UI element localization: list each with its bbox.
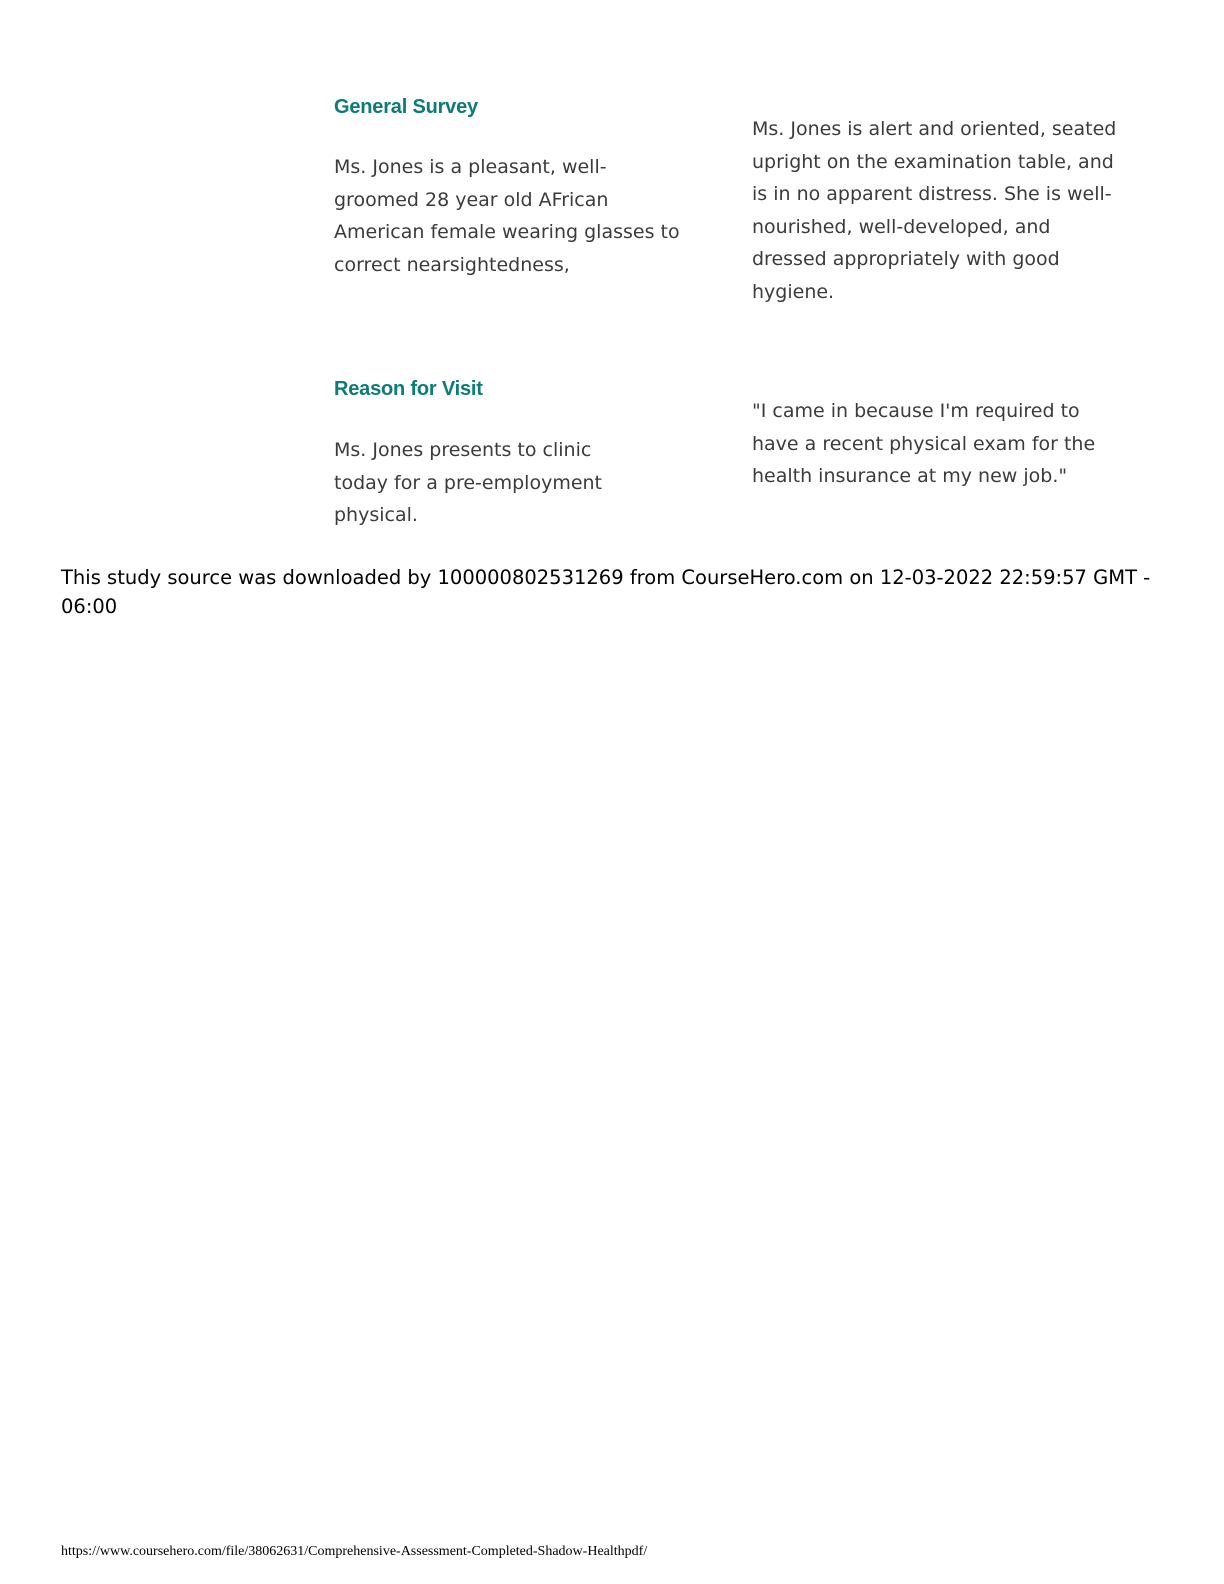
reason-for-visit-heading: Reason for Visit [334,378,483,400]
general-survey-detail: Ms. Jones is alert and oriented, seated upright on the examination table, and is in no apparent distress. She is well- nourished, well-developed, and dressed appropriately with good hygiene. [752,118,1117,303]
general-survey-heading: General Survey [334,96,478,118]
download-notice: This study source was downloaded by 100000802531269 from CourseHero.com on 12-03-2022 22:59:57 GMT - 06:00 [61,566,1151,618]
reason-for-visit-summary: Ms. Jones presents to clinic today for a pre-employment physical. [334,439,603,527]
source-url-link[interactable]: https://www.coursehero.com/file/38062631/Comprehensive-Assessment-Completed-Shadow-Healthpdf/ [61,1544,648,1559]
patient-quote: "I came in because I'm required to have a recent physical exam for the health insurance at my new job." [752,400,1096,488]
general-survey-summary: Ms. Jones is a pleasant, well- groomed 28 year old AFrican American female wearing glasses to correct nearsightedness, [334,156,680,276]
